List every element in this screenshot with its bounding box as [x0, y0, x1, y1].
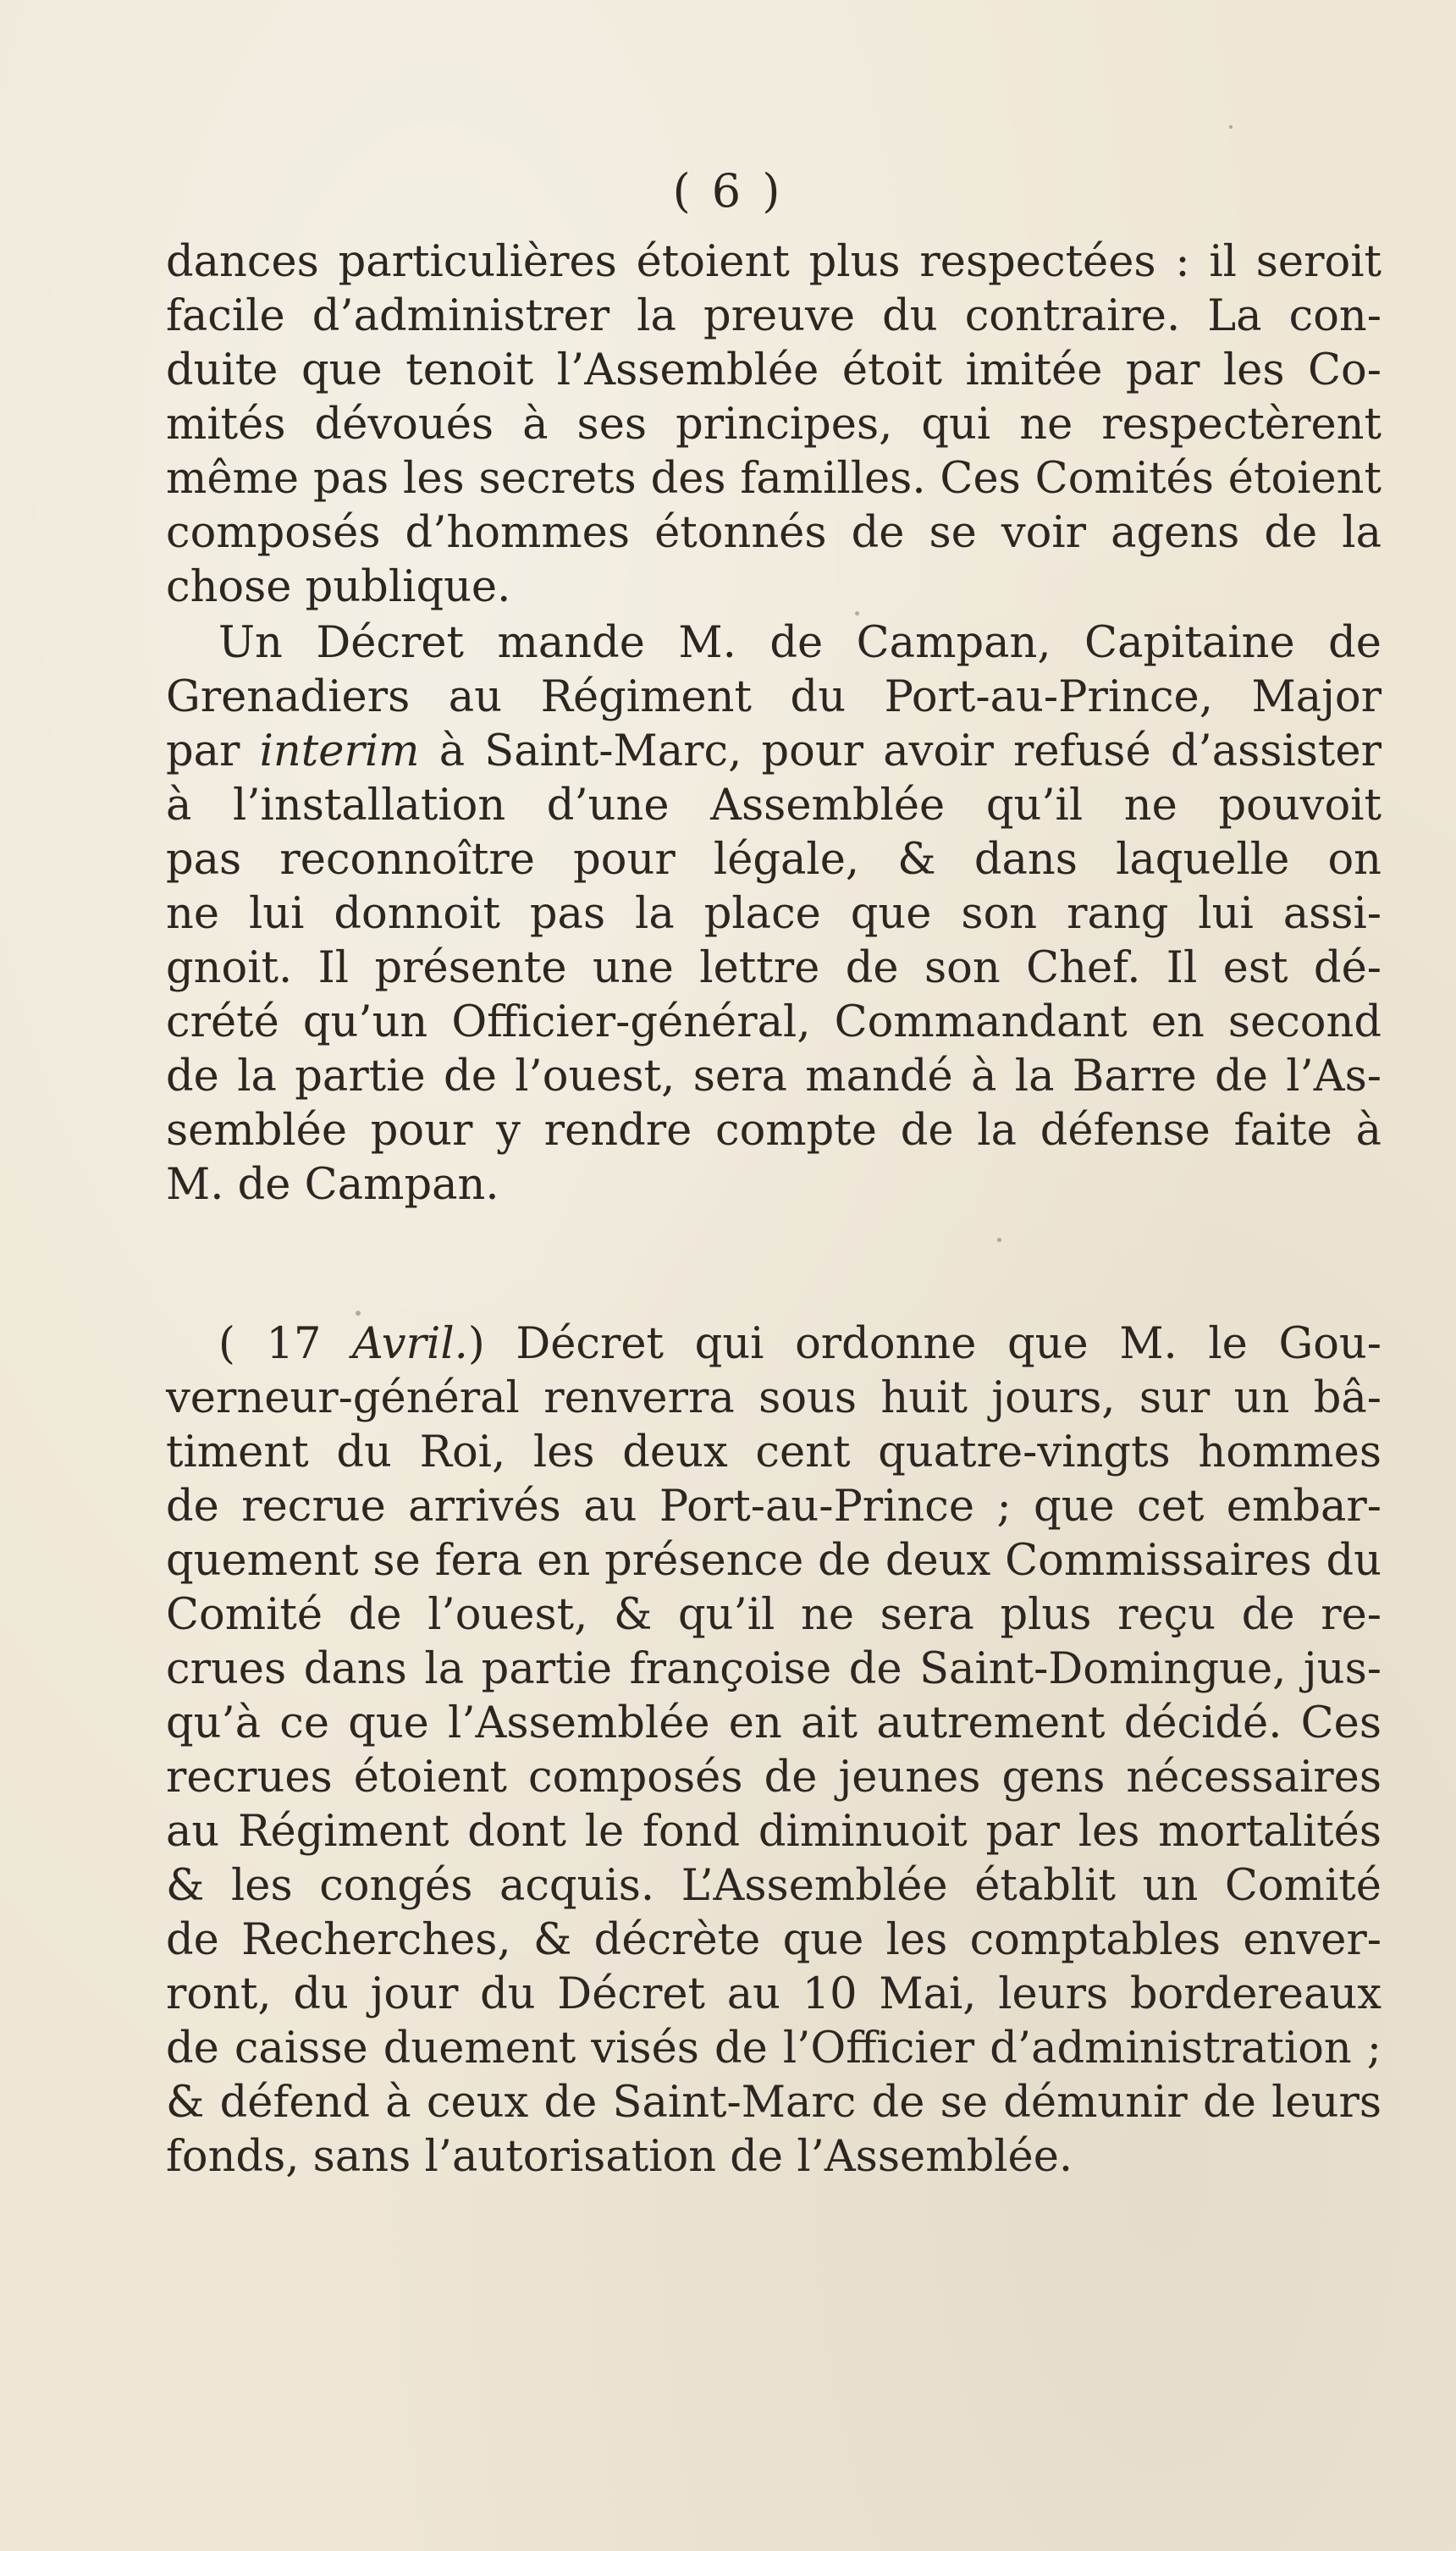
paragraph-1: [166, 235, 1382, 615]
text-line: qu’à ce que l’Assemblée en ait autrement décidé. Ces: [166, 1698, 1382, 1748]
text-line: Grenadiers au Régiment du Port-au-Prince, Major: [166, 672, 1382, 722]
text-line: gnoit. Il présente une lettre de son Chef. Il est dé-: [166, 943, 1382, 993]
text-line: même pas les secrets des familles. Ces Comités étoient: [166, 454, 1382, 504]
text-line: Un Décret mande M. de Campan, Capitaine de: [218, 618, 1382, 668]
text-line: facile d’administrer la preuve du contraire. La con-: [166, 291, 1382, 341]
paragraph-3: [166, 1317, 1382, 2184]
text-line: Comité de l’ouest, & qu’il ne sera plus reçu de re-: [166, 1590, 1382, 1640]
text-line: ( 17 Avril.) Décret qui ordonne que M. le Gou-: [218, 1319, 1382, 1369]
text-line: timent du Roi, les deux cent quatre-vingts hommes: [166, 1427, 1382, 1477]
text-line: de recrue arrivés au Port-au-Prince ; que cet embar-: [166, 1482, 1382, 1532]
text-line: crété qu’un Officier-général, Commandant en second: [166, 997, 1382, 1047]
text-line: à l’installation d’une Assemblée qu’il ne pouvoit: [166, 781, 1382, 831]
text-line: ront, du jour du Décret au 10 Mai, leurs bordereaux: [166, 1969, 1382, 2019]
text-line: de caisse duement visés de l’Officier d’administration ;: [166, 2024, 1382, 2073]
text-line: & défend à ceux de Saint-Marc de se démunir de leurs: [166, 2078, 1382, 2128]
text-line: semblée pour y rendre compte de la défense faite à: [166, 1106, 1382, 1156]
text-line: de Recherches, & décrète que les comptables enver-: [166, 1915, 1382, 1965]
paper-speck: [356, 1311, 361, 1316]
text-line: pas reconnoître pour légale, & dans laquelle on: [166, 835, 1382, 885]
text-line: recrues étoient composés de jeunes gens nécessaires: [166, 1753, 1382, 1803]
text-line: duite que tenoit l’Assemblée étoit imitée par les Co-: [166, 345, 1382, 395]
text-line: M. de Campan.: [166, 1160, 499, 1210]
text-line: ne lui donnoit pas la place que son rang lui assi-: [166, 889, 1382, 939]
text-line: verneur-général renverra sous huit jours, sur un bâ-: [166, 1373, 1382, 1423]
text-line: par interim à Saint-Marc, pour avoir refusé d’assister: [166, 726, 1382, 776]
text-line: mités dévoués à ses principes, qui ne respectèrent: [166, 400, 1382, 450]
text-line: fonds, sans l’autorisation de l’Assemblée.: [166, 2132, 1073, 2182]
paragraph-2: [166, 616, 1382, 1212]
text-line: dances particulières étoient plus respectées : il seroit: [166, 237, 1382, 287]
text-line: quement se fera en présence de deux Commissaires du: [166, 1536, 1382, 1586]
text-line: au Régiment dont le fond diminuoit par les mortalités: [166, 1807, 1382, 1857]
text-line: composés d’hommes étonnés de se voir agens de la: [166, 508, 1382, 558]
text-line: crues dans la partie françoise de Saint-Domingue, jus-: [166, 1644, 1382, 1694]
paper-speck: [1229, 125, 1233, 129]
page-number: ( 6 ): [672, 164, 784, 218]
text-line: de la partie de l’ouest, sera mandé à la Barre de l’As-: [166, 1052, 1382, 1102]
text-line: & les congés acquis. L’Assemblée établit un Comité: [166, 1861, 1382, 1911]
paper-speck: [855, 611, 859, 616]
paper-speck: [997, 1238, 1001, 1242]
text-line: chose publique.: [166, 562, 511, 612]
